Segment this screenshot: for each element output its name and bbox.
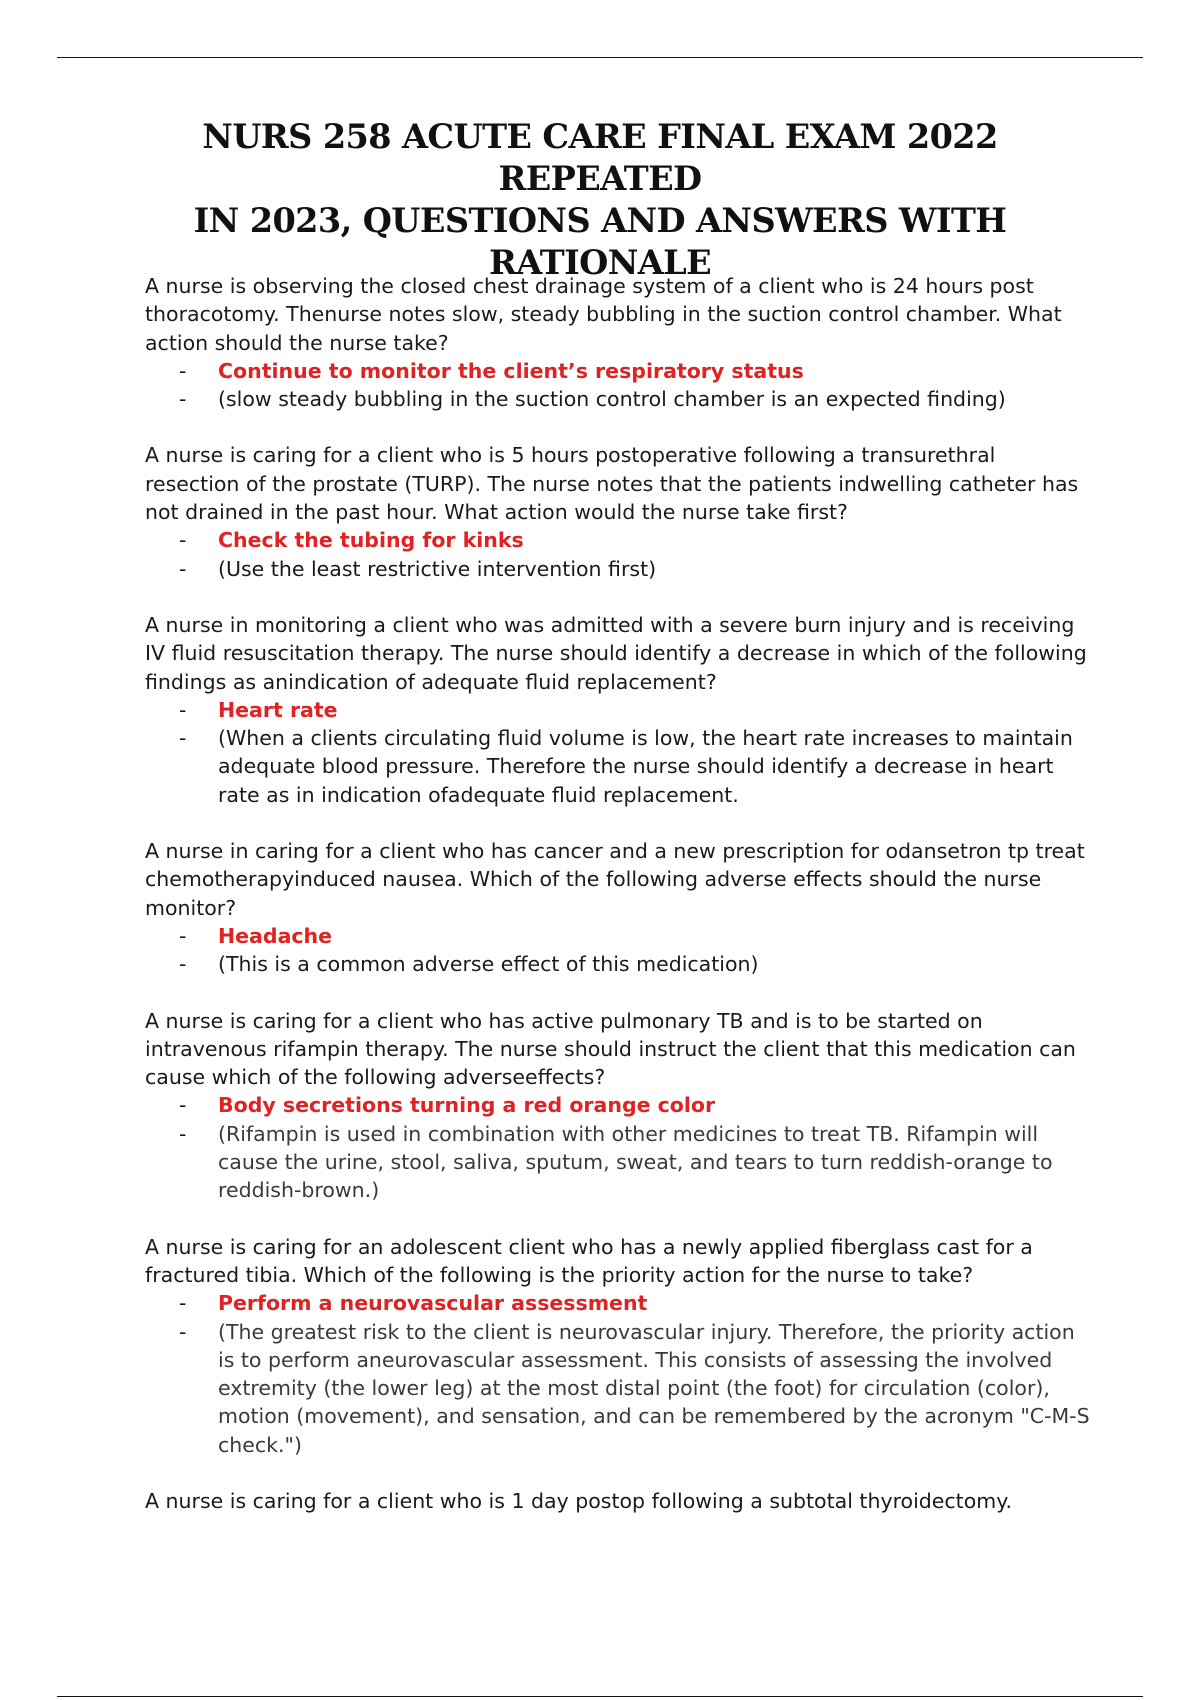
answer-list [145,1091,1095,1204]
bullet-marker: - [179,528,187,553]
answer-bullet [145,1289,1095,1317]
page-title [100,116,1100,284]
qa-item-3 [145,611,1095,809]
qa-item-4 [145,837,1095,978]
answer-list [145,526,1095,583]
trailing-question-text: A nurse is caring for a client who is 1 day postop following a subtotal thyroidectomy. [145,1488,1012,1513]
top-rule [57,57,1143,58]
question-text: A nurse is observing the closed chest drainage system of a client who is 24 hours post thoracotomy. Thenurse notes slow, steady bubbling in the suction control chamber. What action should the nurse take? [145,274,1062,355]
title-line-1: NURS 258 ACUTE CARE FINAL EXAM 2022 REPEATED [202,117,998,198]
bullet-marker: - [179,726,187,751]
answer-list [145,357,1095,414]
qa-item-6 [145,1233,1095,1459]
question-text: A nurse is caring for a client who has active pulmonary TB and is to be started on intravenous rifampin therapy. The nurse should instruct the client that this medication can cause which of the following adverseeffects? [145,1008,1076,1090]
answer-bullet [145,696,1095,724]
rationale-bullet [145,950,1095,978]
title-line-2: IN 2023, QUESTIONS AND ANSWERS WITH [193,201,1007,240]
answer-bullet [145,922,1095,950]
bullet-marker: - [179,923,187,948]
answer-text: Heart rate [218,697,338,722]
bullet-marker: - [179,1093,187,1118]
answer-text: Check the tubing for kinks [218,528,524,553]
answer-list [145,696,1095,809]
answer-text: Perform a neurovascular assessment [218,1291,648,1316]
rationale-text: (slow steady bubbling in the suction control chamber is an expected finding) [218,387,1006,412]
qa-item-1 [145,272,1095,413]
rationale-bullet [145,555,1095,583]
qa-content [145,272,1095,1515]
bullet-marker: - [179,697,187,722]
rationale-text: (Use the least restrictive intervention first) [218,556,657,581]
qa-item-5 [145,1007,1095,1205]
rationale-text: (When a clients circulating fluid volume is low, the heart rate increases to maintain adequate blood pressure. Therefore the nurse should identify a decrease in heart rate as in indication ofadequate fluid replacement. [218,726,1073,807]
bullet-marker: - [179,1291,187,1316]
rationale-bullet [145,1318,1095,1459]
rationale-bullet [145,724,1095,809]
answer-text: Headache [218,923,333,948]
rationale-bullet [145,1120,1095,1205]
title-line-3: RATIONALE [488,243,712,282]
question-text: A nurse in caring for a client who has cancer and a new prescription for odansetron tp treat chemotherapyinduced nausea. Which of the following adverse effects should the nurse monitor? [145,839,1085,920]
answer-text: Continue to monitor the client’s respiratory status [218,358,804,383]
rationale-text: (This is a common adverse effect of this medication) [218,952,759,977]
bullet-marker: - [179,556,187,581]
answer-bullet [145,1091,1095,1119]
answer-bullet [145,526,1095,554]
rationale-bullet [145,385,1095,413]
bullet-marker: - [179,387,187,412]
answer-bullet [145,357,1095,385]
question-text: A nurse is caring for a client who is 5 hours postoperative following a transurethral resection of the prostate (TURP). The nurse notes that the patients indwelling catheter has not drained in the past hour. What action would the nurse take first? [145,443,1079,525]
qa-item-2 [145,441,1095,582]
rationale-text: (Rifampin is used in combination with other medicines to treat TB. Rifampin will cause the urine, stool, saliva, sputum, sweat, and tears to turn reddish-orange to reddish-brown.) [218,1121,1053,1203]
bullet-marker: - [179,952,187,977]
answer-list [145,1289,1095,1459]
question-text: A nurse is caring for an adolescent client who has a newly applied fiberglass cast for a fractured tibia. Which of the following is the priority action for the nurse to take? [145,1234,1033,1287]
answer-list [145,922,1095,979]
rationale-text: (The greatest risk to the client is neurovascular injury. Therefore, the priority action is to perform aneurovascular assessment. This consists of assessing the involved extremity (the lower leg) at the most distal point (the foot) for circulation (color), motion (movement), and sensation, and can be remembered by the acronym "C-M-S check.") [218,1319,1090,1457]
bullet-marker: - [179,358,187,383]
answer-text: Body secretions turning a red orange color [218,1093,716,1118]
bottom-rule [57,1696,1143,1697]
bullet-marker: - [179,1121,187,1146]
bullet-marker: - [179,1319,187,1344]
question-text: A nurse in monitoring a client who was admitted with a severe burn injury and is receiving IV fluid resuscitation therapy. The nurse should identify a decrease in which of the following findings as anindication of adequate fluid replacement? [145,612,1087,694]
